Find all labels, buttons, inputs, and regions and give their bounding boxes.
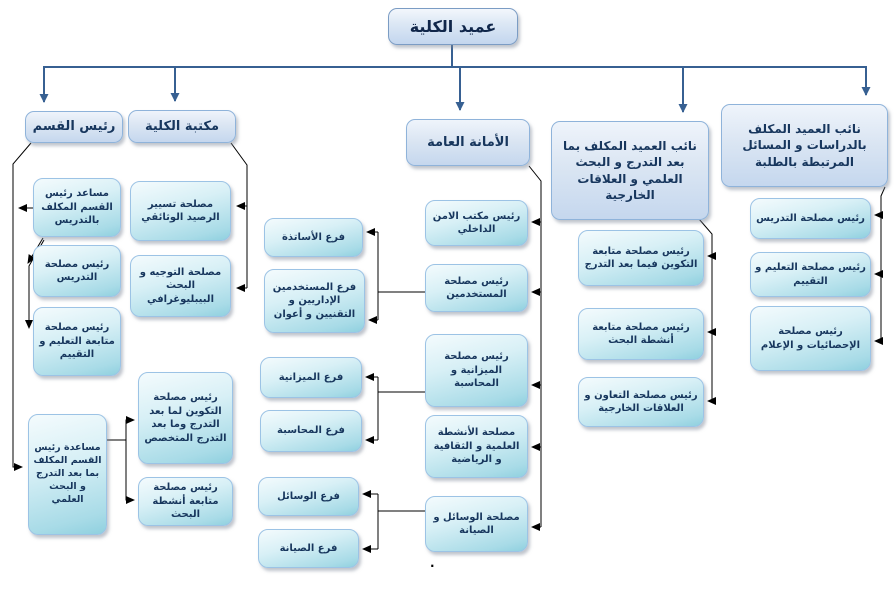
org-node-doc-stock-service: مصلحة تسيير الرصيد الوثائقي xyxy=(130,181,231,241)
org-node-staff-service-head: رئيس مصلحة المستخدمين xyxy=(425,264,528,312)
org-node-asst-head-postgrad: مساعدة رئيس القسم المكلف بما بعد التدرج و البحث العلمي xyxy=(28,414,107,535)
org-node-branch-means: فرع الوسائل xyxy=(258,477,359,516)
org-node-research-activities-followup-right: رئيس مصلحة متابعة أنشطة البحث xyxy=(578,308,704,360)
org-node-biblio-service: مصلحة التوجيه و البحث البيبليوغرافي xyxy=(130,255,231,317)
org-node-dept-head: رئيس القسم xyxy=(25,111,123,143)
org-node-head-teaching-service-left: رئيس مصلحة التدريس xyxy=(33,245,121,297)
org-node-secretariat: الأمانة العامة xyxy=(406,119,530,166)
org-node-library: مكتبة الكلية xyxy=(128,110,236,143)
org-node-postgrad-training-service: رئيس مصلحة التكوين لما بعد التدرج وما بعد التدرج المتخصص xyxy=(138,372,233,464)
org-node-vice-dean-postgrad: نائب العميد المكلف بما بعد التدرج و البحث العلمي و العلاقات الخارجية xyxy=(551,121,709,220)
org-node-head-education-eval-followup: رئيس مصلحة متابعة التعليم و التقييم xyxy=(33,307,121,376)
org-node-postgrad-training-followup: رئيس مصلحة متابعة التكوين فيما بعد التدرج xyxy=(578,230,704,286)
stray-dot: . xyxy=(430,556,435,570)
org-node-dean: عميد الكلية xyxy=(388,8,518,45)
org-node-cooperation-relations: رئيس مصلحة التعاون و العلاقات الخارجية xyxy=(578,377,704,427)
org-node-budget-accounting-head: رئيس مصلحة الميزانية و المحاسبة xyxy=(425,334,528,407)
org-node-internal-security-office: رئيس مكتب الامن الداخلي xyxy=(425,200,528,246)
org-node-branch-maintenance: فرع الصيانة xyxy=(258,529,359,568)
org-node-means-maintenance-service: مصلحة الوسائل و الصيانة xyxy=(425,496,528,552)
org-node-asst-head-teaching: مساعد رئيس القسم المكلف بالتدريس xyxy=(33,178,121,237)
org-node-branch-budget: فرع الميزانية xyxy=(260,357,362,398)
org-node-education-eval-service: رئيس مصلحة التعليم و التقييم xyxy=(750,252,871,297)
org-node-stats-info-service: رئيس مصلحة الإحصائيات و الإعلام xyxy=(750,306,871,371)
org-node-activities-service: مصلحة الأنشطة العلمية و الثقافية و الرياضية xyxy=(425,415,528,478)
org-node-branch-accounting: فرع المحاسبة xyxy=(260,410,362,452)
org-node-vice-dean-studies: نائب العميد المكلف بالدراسات و المسائل المرتبطة بالطلبة xyxy=(721,104,888,187)
top-bus xyxy=(44,45,866,112)
org-node-branch-teachers: فرع الأساتذة xyxy=(264,218,363,257)
org-node-branch-staff: فرع المستخدمين الإداريين و التقنيين و أعوان xyxy=(264,269,365,333)
org-node-research-activities-followup-left: رئيس مصلحة متابعة أنشطة البحث xyxy=(138,477,233,526)
org-node-teaching-service-right: رئيس مصلحة التدريس xyxy=(750,198,871,239)
